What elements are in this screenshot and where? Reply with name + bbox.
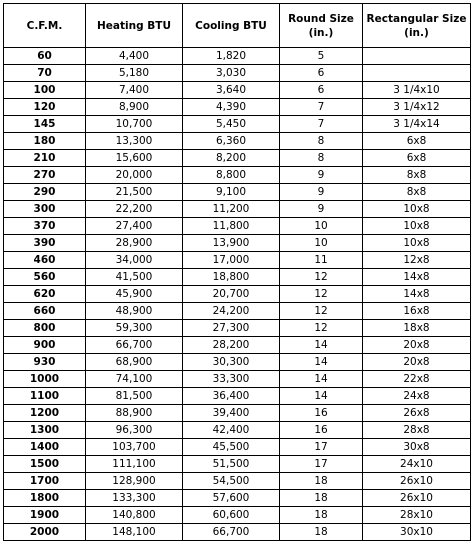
header-round-size-line1: Round Size: [288, 12, 354, 25]
rectangular-size-cell: 3 1/4x14: [363, 116, 471, 133]
cooling-btu-cell: 6,360: [183, 133, 280, 150]
rectangular-size-cell: 20x8: [363, 354, 471, 371]
rectangular-size-cell: 28x10: [363, 507, 471, 524]
cfm-cell: 1500: [4, 456, 86, 473]
header-rectangular-size-line2: (in.): [404, 26, 429, 39]
cooling-btu-cell: 8,800: [183, 167, 280, 184]
heating-btu-cell: 20,000: [86, 167, 183, 184]
table-header: [4, 4, 471, 48]
rectangular-size-cell: 22x8: [363, 371, 471, 388]
cfm-cell: 660: [4, 303, 86, 320]
cooling-btu-cell: 28,200: [183, 337, 280, 354]
cfm-cell: 70: [4, 65, 86, 82]
heating-btu-cell: 68,900: [86, 354, 183, 371]
rectangular-size-cell: 14x8: [363, 269, 471, 286]
round-size-cell: 14: [280, 337, 363, 354]
heating-btu-cell: 81,500: [86, 388, 183, 405]
heating-btu-cell: 34,000: [86, 252, 183, 269]
table-row: [4, 116, 471, 133]
rectangular-size-cell: 26x10: [363, 473, 471, 490]
table-row: [4, 439, 471, 456]
heating-btu-cell: 59,300: [86, 320, 183, 337]
cfm-cell: 290: [4, 184, 86, 201]
cfm-cell: 1300: [4, 422, 86, 439]
cooling-btu-cell: 33,300: [183, 371, 280, 388]
rectangular-size-cell: 18x8: [363, 320, 471, 337]
cooling-btu-cell: 11,200: [183, 201, 280, 218]
table-row: [4, 133, 471, 150]
table-row: [4, 422, 471, 439]
round-size-cell: 12: [280, 269, 363, 286]
round-size-cell: 8: [280, 150, 363, 167]
cfm-cell: 370: [4, 218, 86, 235]
rectangular-size-cell: 8x8: [363, 184, 471, 201]
cooling-btu-cell: 5,450: [183, 116, 280, 133]
rectangular-size-cell: 26x8: [363, 405, 471, 422]
rectangular-size-cell: [363, 65, 471, 82]
table-row: [4, 490, 471, 507]
round-size-cell: 16: [280, 405, 363, 422]
heating-btu-cell: 15,600: [86, 150, 183, 167]
heating-btu-cell: 140,800: [86, 507, 183, 524]
table-row: [4, 286, 471, 303]
table-row: [4, 167, 471, 184]
header-round-size-line2: (in.): [308, 26, 334, 39]
rectangular-size-cell: 10x8: [363, 235, 471, 252]
rectangular-size-cell: 3 1/4x10: [363, 82, 471, 99]
heating-btu-cell: 45,900: [86, 286, 183, 303]
cooling-btu-cell: 3,640: [183, 82, 280, 99]
cfm-cell: 120: [4, 99, 86, 116]
table-row: [4, 337, 471, 354]
heating-btu-cell: 8,900: [86, 99, 183, 116]
cooling-btu-cell: 42,400: [183, 422, 280, 439]
round-size-cell: 18: [280, 507, 363, 524]
round-size-cell: 6: [280, 82, 363, 99]
cfm-cell: 1400: [4, 439, 86, 456]
round-size-cell: 12: [280, 303, 363, 320]
table-body: [4, 48, 471, 541]
rectangular-size-cell: 10x8: [363, 201, 471, 218]
table-row: [4, 99, 471, 116]
round-size-cell: 12: [280, 320, 363, 337]
header-cfm: C.F.M.: [4, 4, 86, 48]
heating-btu-cell: 10,700: [86, 116, 183, 133]
round-size-cell: 5: [280, 48, 363, 65]
heating-btu-cell: 27,400: [86, 218, 183, 235]
cfm-cell: 100: [4, 82, 86, 99]
cooling-btu-cell: 13,900: [183, 235, 280, 252]
cfm-cell: 145: [4, 116, 86, 133]
cfm-cell: 900: [4, 337, 86, 354]
cooling-btu-cell: 20,700: [183, 286, 280, 303]
rectangular-size-cell: 30x10: [363, 524, 471, 541]
cooling-btu-cell: 54,500: [183, 473, 280, 490]
cfm-cell: 300: [4, 201, 86, 218]
heating-btu-cell: 41,500: [86, 269, 183, 286]
heating-btu-cell: 66,700: [86, 337, 183, 354]
heating-btu-cell: 4,400: [86, 48, 183, 65]
cfm-cell: 1700: [4, 473, 86, 490]
table-row: [4, 473, 471, 490]
rectangular-size-cell: 16x8: [363, 303, 471, 320]
duct-size-chart: [3, 3, 471, 541]
rectangular-size-cell: 28x8: [363, 422, 471, 439]
rectangular-size-cell: 20x8: [363, 337, 471, 354]
heating-btu-cell: 7,400: [86, 82, 183, 99]
heating-btu-cell: 103,700: [86, 439, 183, 456]
heating-btu-cell: 21,500: [86, 184, 183, 201]
cfm-cell: 1800: [4, 490, 86, 507]
round-size-cell: 17: [280, 439, 363, 456]
cooling-btu-cell: 45,500: [183, 439, 280, 456]
rectangular-size-cell: 30x8: [363, 439, 471, 456]
rectangular-size-cell: 3 1/4x12: [363, 99, 471, 116]
heating-btu-cell: 96,300: [86, 422, 183, 439]
header-rectangular-size-line1: Rectangular Size: [366, 12, 467, 25]
table-row: [4, 303, 471, 320]
round-size-cell: 16: [280, 422, 363, 439]
round-size-cell: 14: [280, 388, 363, 405]
table-row: [4, 65, 471, 82]
round-size-cell: 9: [280, 167, 363, 184]
heating-btu-cell: 28,900: [86, 235, 183, 252]
cooling-btu-cell: 11,800: [183, 218, 280, 235]
cooling-btu-cell: 1,820: [183, 48, 280, 65]
round-size-cell: 7: [280, 99, 363, 116]
rectangular-size-cell: 12x8: [363, 252, 471, 269]
header-row: [4, 4, 471, 48]
table-row: [4, 456, 471, 473]
round-size-cell: 10: [280, 218, 363, 235]
round-size-cell: 9: [280, 201, 363, 218]
table-row: [4, 184, 471, 201]
cfm-btu-duct-table: [3, 3, 471, 541]
round-size-cell: 18: [280, 473, 363, 490]
heating-btu-cell: 111,100: [86, 456, 183, 473]
round-size-cell: 18: [280, 490, 363, 507]
round-size-cell: 14: [280, 371, 363, 388]
table-row: [4, 48, 471, 65]
cooling-btu-cell: 39,400: [183, 405, 280, 422]
table-row: [4, 524, 471, 541]
table-row: [4, 218, 471, 235]
cfm-cell: 1200: [4, 405, 86, 422]
heating-btu-cell: 133,300: [86, 490, 183, 507]
round-size-cell: 8: [280, 133, 363, 150]
cfm-cell: 1100: [4, 388, 86, 405]
cooling-btu-cell: 51,500: [183, 456, 280, 473]
cooling-btu-cell: 4,390: [183, 99, 280, 116]
cooling-btu-cell: 9,100: [183, 184, 280, 201]
heating-btu-cell: 5,180: [86, 65, 183, 82]
cfm-cell: 930: [4, 354, 86, 371]
header-heating-btu: Heating BTU: [86, 4, 183, 48]
table-row: [4, 320, 471, 337]
table-row: [4, 150, 471, 167]
cfm-cell: 390: [4, 235, 86, 252]
cfm-cell: 800: [4, 320, 86, 337]
table-row: [4, 354, 471, 371]
table-row: [4, 235, 471, 252]
table-row: [4, 507, 471, 524]
rectangular-size-cell: 24x8: [363, 388, 471, 405]
round-size-cell: 9: [280, 184, 363, 201]
heating-btu-cell: 22,200: [86, 201, 183, 218]
cfm-cell: 210: [4, 150, 86, 167]
cfm-cell: 560: [4, 269, 86, 286]
table-row: [4, 405, 471, 422]
table-row: [4, 388, 471, 405]
heating-btu-cell: 88,900: [86, 405, 183, 422]
header-round-size: [280, 4, 363, 48]
cooling-btu-cell: 17,000: [183, 252, 280, 269]
round-size-cell: 18: [280, 524, 363, 541]
header-rectangular-size: [363, 4, 471, 48]
cfm-cell: 1000: [4, 371, 86, 388]
table-row: [4, 269, 471, 286]
cooling-btu-cell: 24,200: [183, 303, 280, 320]
cooling-btu-cell: 30,300: [183, 354, 280, 371]
round-size-cell: 12: [280, 286, 363, 303]
table-row: [4, 82, 471, 99]
rectangular-size-cell: [363, 48, 471, 65]
cooling-btu-cell: 3,030: [183, 65, 280, 82]
rectangular-size-cell: 26x10: [363, 490, 471, 507]
round-size-cell: 14: [280, 354, 363, 371]
cfm-cell: 180: [4, 133, 86, 150]
rectangular-size-cell: 6x8: [363, 150, 471, 167]
rectangular-size-cell: 8x8: [363, 167, 471, 184]
cfm-cell: 460: [4, 252, 86, 269]
cfm-cell: 1900: [4, 507, 86, 524]
rectangular-size-cell: 6x8: [363, 133, 471, 150]
heating-btu-cell: 148,100: [86, 524, 183, 541]
heating-btu-cell: 74,100: [86, 371, 183, 388]
cooling-btu-cell: 60,600: [183, 507, 280, 524]
header-cooling-btu: Cooling BTU: [183, 4, 280, 48]
heating-btu-cell: 48,900: [86, 303, 183, 320]
round-size-cell: 7: [280, 116, 363, 133]
cooling-btu-cell: 57,600: [183, 490, 280, 507]
round-size-cell: 10: [280, 235, 363, 252]
cfm-cell: 620: [4, 286, 86, 303]
rectangular-size-cell: 10x8: [363, 218, 471, 235]
round-size-cell: 11: [280, 252, 363, 269]
heating-btu-cell: 128,900: [86, 473, 183, 490]
round-size-cell: 6: [280, 65, 363, 82]
rectangular-size-cell: 24x10: [363, 456, 471, 473]
cooling-btu-cell: 36,400: [183, 388, 280, 405]
cooling-btu-cell: 18,800: [183, 269, 280, 286]
cooling-btu-cell: 8,200: [183, 150, 280, 167]
table-row: [4, 252, 471, 269]
table-row: [4, 201, 471, 218]
cooling-btu-cell: 27,300: [183, 320, 280, 337]
round-size-cell: 17: [280, 456, 363, 473]
cfm-cell: 2000: [4, 524, 86, 541]
cfm-cell: 270: [4, 167, 86, 184]
cfm-cell: 60: [4, 48, 86, 65]
rectangular-size-cell: 14x8: [363, 286, 471, 303]
cooling-btu-cell: 66,700: [183, 524, 280, 541]
table-row: [4, 371, 471, 388]
heating-btu-cell: 13,300: [86, 133, 183, 150]
